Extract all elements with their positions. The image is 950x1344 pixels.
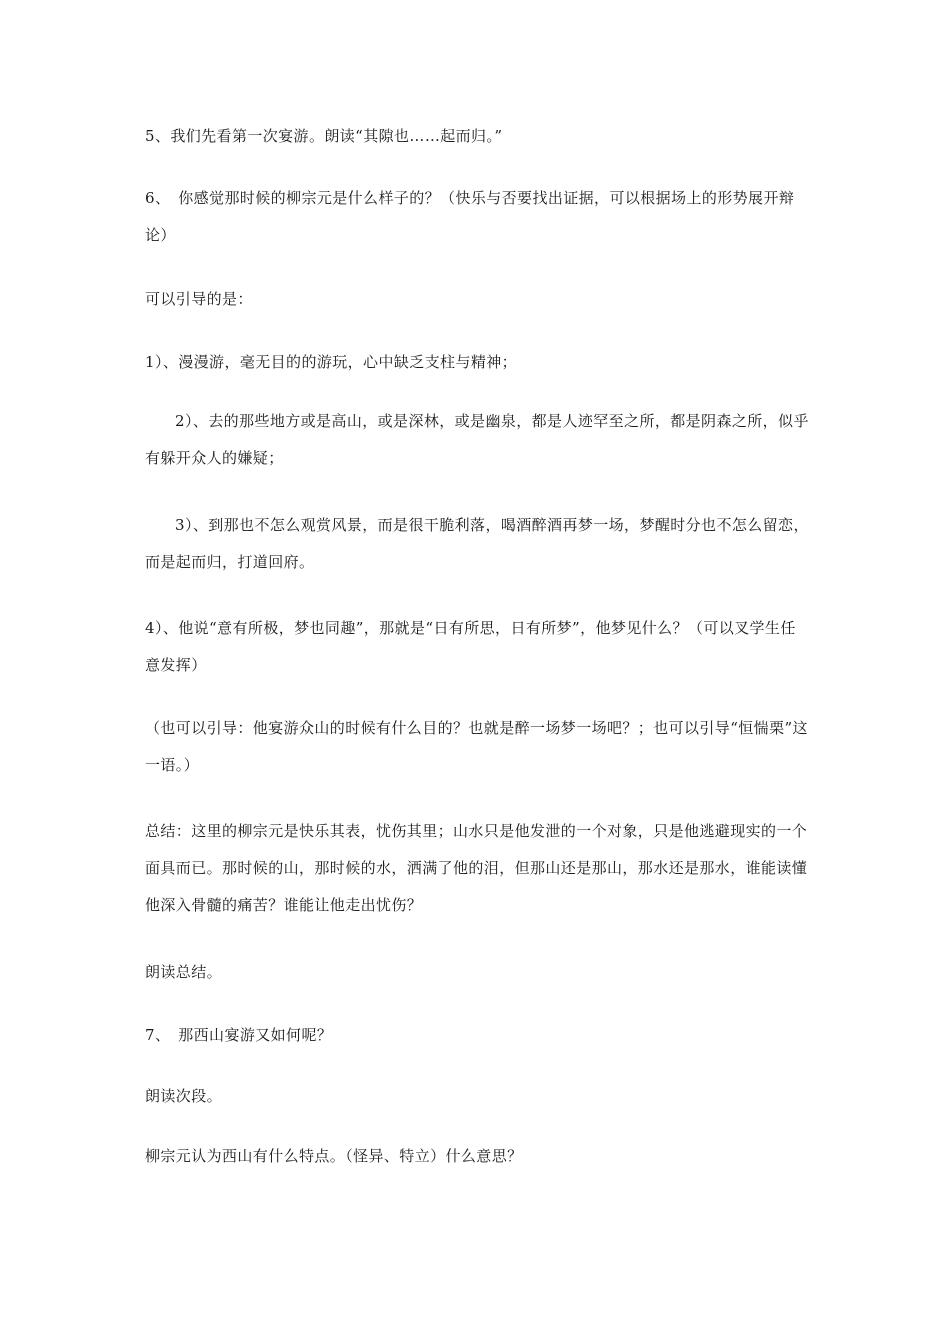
paragraph-guide-intro: 可以引导的是： bbox=[145, 290, 253, 308]
paragraph-point-3: 3）、到那也不怎么观赏风景，而是很干脆利落，喝酒醉酒再梦一场，梦醒时分也不怎么留恋，而是起而归，打道回府。 bbox=[145, 516, 809, 571]
paragraph-alt-guide: （也可以引导：他宴游众山的时候有什么目的？也就是醉一场梦一场吧？；也可以引导“恒惴栗”这一语。） bbox=[145, 719, 808, 774]
paragraph-read-summary: 朗读总结。 bbox=[145, 963, 223, 981]
paragraph-step-7: 7、 那西山宴游又如何呢？ bbox=[145, 1026, 333, 1044]
paragraph-read-next: 朗读次段。 bbox=[145, 1087, 223, 1105]
paragraph-point-1: 1）、漫漫游，毫无目的的游玩，心中缺乏支柱与精神； bbox=[145, 353, 518, 371]
paragraph-point-4: 4）、他说“意有所极，梦也同趣”，那就是“日有所思，日有所梦”，他梦见什么？（可以叉学生任意发挥） bbox=[145, 619, 796, 674]
paragraph-xishan-question: 柳宗元认为西山有什么特点。（怪异、特立）什么意思？ bbox=[145, 1147, 523, 1165]
paragraph-point-2: 2）、去的那些地方或是高山，或是深林，或是幽泉，都是人迹罕至之所，都是阴森之所，似乎有躲开众人的嫌疑； bbox=[145, 412, 809, 467]
paragraph-step-5: 5、我们先看第一次宴游。朗读“其隙也……起而归。” bbox=[145, 127, 503, 145]
paragraph-step-6: 6、 你感觉那时候的柳宗元是什么样子的？（快乐与否要找出证据，可以根据场上的形势展开辩论） bbox=[145, 189, 795, 244]
paragraph-summary: 总结：这里的柳宗元是快乐其表，忧伤其里；山水只是他发泄的一个对象，只是他逃避现实的一个面具而已。那时候的山，那时候的水，洒满了他的泪，但那山还是那山，那水还是那水，谁能读懂他深入骨髓的痛苦？谁能让他走出忧伤？ bbox=[145, 822, 808, 914]
